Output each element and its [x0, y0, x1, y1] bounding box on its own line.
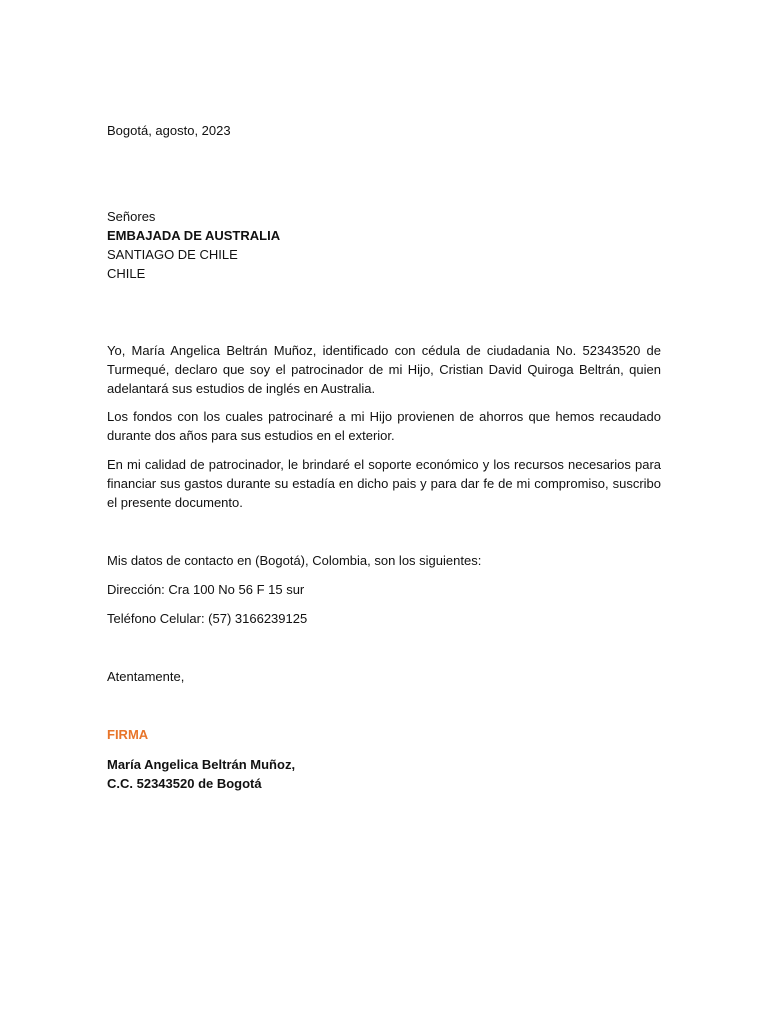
body-paragraph-1: Yo, María Angelica Beltrán Muñoz, identificado con cédula de ciudadania No. 52343520 de Turmequé, declaro que soy el patrocinador de mi Hijo, Cristian David Quiroga Beltrán, quien adelantará sus estudios de inglés en Australia.: [107, 343, 661, 396]
body-paragraph-2: Los fondos con los cuales patrocinaré a mi Hijo provienen de ahorros que hemos recaudado durante dos años para sus estudios en el exterior.: [107, 409, 661, 443]
date-line: Bogotá, agosto, 2023: [107, 123, 231, 138]
contact-address: Dirección: Cra 100 No 56 F 15 sur: [107, 582, 305, 597]
body-paragraph-3: En mi calidad de patrocinador, le brindaré el soporte económico y los recursos necesarios para financiar sus gastos durante su estadía en dicho pais y para dar fe de mi compromiso, suscribo el presente documento.: [107, 457, 661, 510]
contact-phone: Teléfono Celular: (57) 3166239125: [107, 611, 308, 626]
recipient-city: SANTIAGO DE CHILE: [107, 247, 238, 262]
contact-intro: Mis datos de contacto en (Bogotá), Colombia, son los siguientes:: [107, 553, 482, 568]
recipient-country: CHILE: [107, 266, 146, 281]
signature-label: FIRMA: [107, 727, 149, 742]
signer-id: C.C. 52343520 de Bogotá: [107, 776, 262, 791]
signer-name: María Angelica Beltrán Muñoz,: [107, 757, 296, 772]
recipient-salutation: Señores: [107, 209, 156, 224]
closing-line: Atentamente,: [107, 669, 185, 684]
recipient-embassy: EMBAJADA DE AUSTRALIA: [107, 228, 281, 243]
